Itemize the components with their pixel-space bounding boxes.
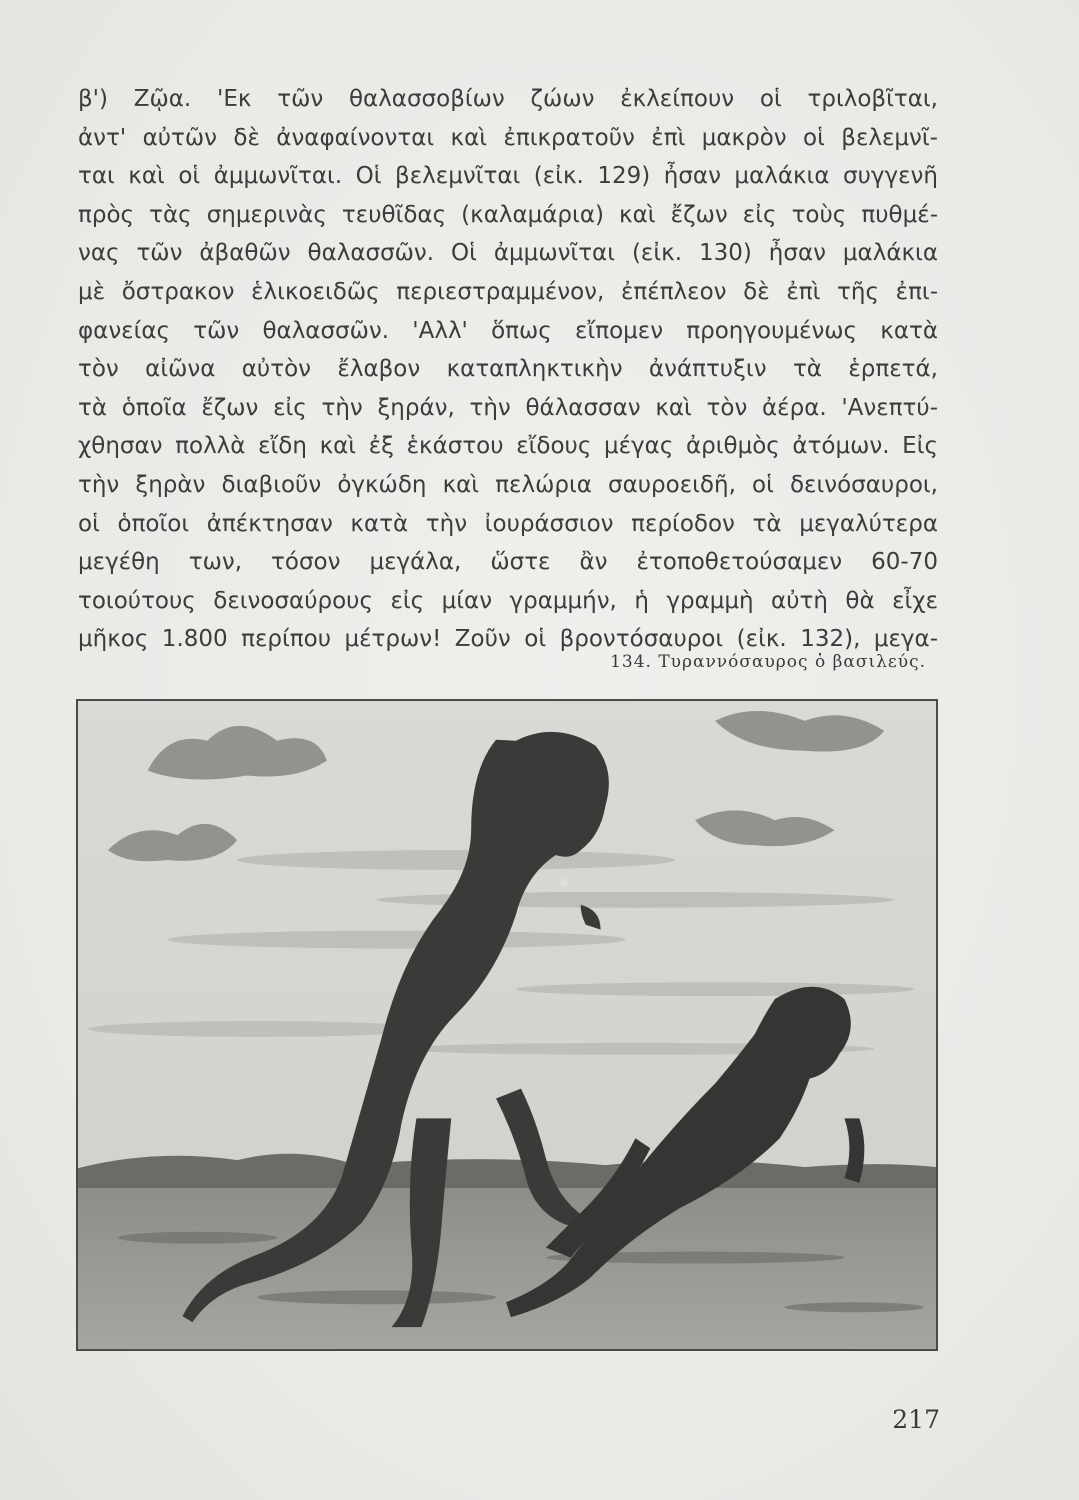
text-line: μὲ ὄστρακον ἑλικοειδῶς περιεστραμμένον, ἐπέπλεον δὲ ἐπὶ τῆς ἐπι-: [78, 278, 938, 305]
ground: [78, 1188, 936, 1349]
text-line: μῆκος 1.800 περίπου μέτρων! Ζοῦν οἱ βροντόσαυροι (εἰκ. 132), μεγα-: [78, 626, 938, 653]
body-text: [78, 80, 938, 659]
text-line: οἱ ὁποῖοι ἀπέκτησαν κατὰ τὴν ἰουράσσιον περίοδον τὰ μεγαλύτερα: [78, 510, 938, 537]
text-line: νας τῶν ἀβαθῶν θαλασσῶν. Οἱ ἀμμωνῖται (εἰκ. 130) ἦσαν μαλάκια: [78, 240, 938, 267]
illustration-art: [78, 701, 936, 1349]
text-line: τὸν αἰῶνα αὐτὸν ἔλαβον καταπληκτικὴν ἀνάπτυξιν τὰ ἑρπετά,: [78, 356, 938, 383]
text-line: β') Ζῷα. 'Εκ τῶν θαλασσοβίων ζώων ἐκλείπουν οἱ τριλοβῖται,: [78, 86, 938, 112]
text-line: φανείας τῶν θαλασσῶν. 'Αλλ' ὅπως εἴπομεν προηγουμένως κατὰ: [78, 317, 938, 344]
page-number: 217: [892, 1405, 940, 1434]
text-line: τοιούτους δεινοσαύρους εἰς μίαν γραμμήν, ἡ γραμμὴ αὐτὴ θὰ εἶχε: [78, 587, 938, 614]
text-line: ἀντ' αὐτῶν δὲ ἀναφαίνονται καὶ ἐπικρατοῦν ἐπὶ μακρὸν οἱ βελεμνῖ-: [78, 124, 938, 151]
text-line: τὰ ὁποῖα ἔζων εἰς τὴν ξηράν, τὴν θάλασσαν καὶ τὸν ἀέρα. 'Ανεπτύ-: [78, 394, 938, 421]
figure-caption: 134. Τυραννόσαυρος ὁ βασιλεύς.: [610, 652, 926, 672]
dinosaur-eye: [560, 879, 568, 887]
text-line: ται καὶ οἱ ἀμμωνῖται. Οἱ βελεμνῖται (εἰκ. 129) ἦσαν μαλάκια συγγενῆ: [78, 163, 938, 190]
text-line: χθησαν πολλὰ εἴδη καὶ ἐξ ἑκάστου εἴδους μέγας ἀριθμὸς ἀτόμων. Εἰς: [78, 433, 938, 460]
text-line: τὴν ξηρὰν διαβιοῦν ὀγκώδη καὶ πελώρια σαυροειδῆ, οἱ δεινόσαυροι,: [78, 471, 938, 498]
text-line: μεγέθη των, τόσον μεγάλα, ὥστε ἂν ἐτοποθετούσαμεν 60-70: [78, 549, 938, 576]
dinosaur-illustration: [76, 699, 938, 1351]
text-line: πρὸς τὰς σημερινὰς τευθῖδας (καλαμάρια) καὶ ἔζων εἰς τοὺς πυθμέ-: [78, 201, 938, 228]
